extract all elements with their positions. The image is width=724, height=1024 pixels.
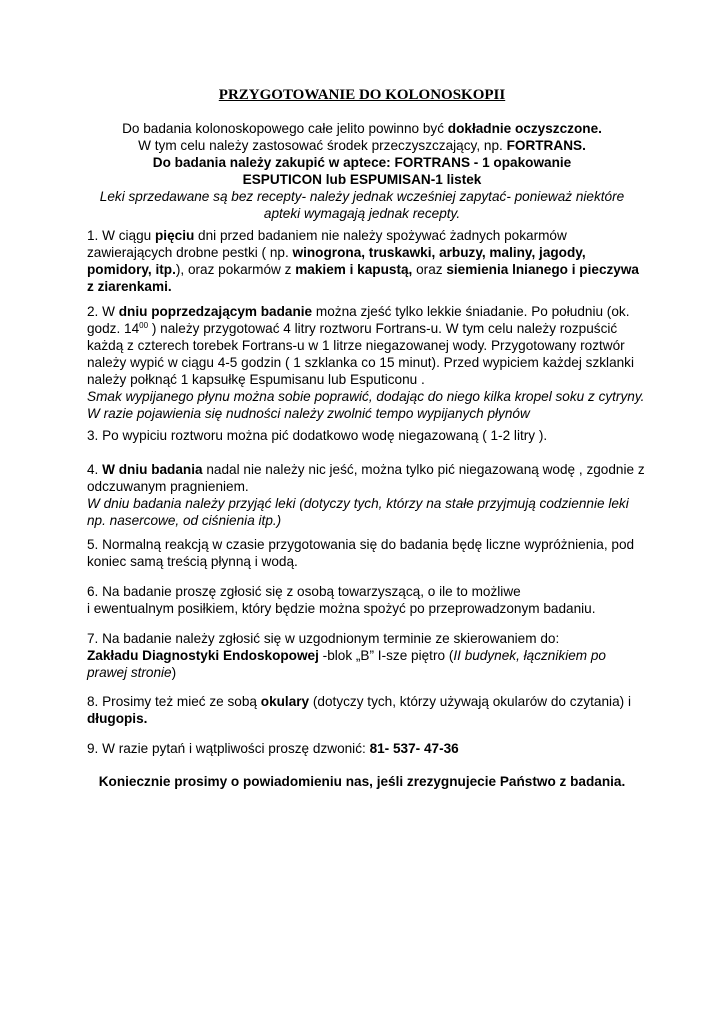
intro-line-6 [82,205,642,222]
paragraph-2 [87,303,647,422]
p8-text-c: (dotyczy tych, którzy używają okularów do czytania) i [309,694,631,709]
intro-line-6-italic: apteki wymagają jednak recepty. [263,206,461,221]
p1-bold-b: pięciu [155,228,195,243]
paragraph-8 [87,693,647,727]
p6-line-b: i ewentualnym posiłkiem, który będzie można spożyć po przeprowadzonym badaniu. [87,601,596,616]
p6-line-a: 6. Na badanie proszę zgłosić się z osobą towarzyszącą, o ile to możliwe [87,584,521,599]
p1-text-c: dni przed badaniem nie należy spożywać żadnych pokarmów zawierających drobne pestki ( np. [87,228,567,260]
paragraph-1 [87,227,647,295]
p1-bold-d: winogrona, truskawki, arbuzy, maliny, jagody, pomidory, itp. [87,245,586,277]
paragraph-6 [87,583,647,617]
page-title: PRZYGOTOWANIE DO KOLONOSKOPII [218,87,506,103]
p7-bold-b: Zakładu Diagnostyki Endoskopowej [87,648,319,663]
p2-bold-b: dniu poprzedzającym badanie [118,304,313,319]
p8-text-a: 8. Prosimy też mieć ze sobą [87,694,261,709]
intro-line-5-italic: Leki sprzedawane są bez recepty- należy jednak wcześniej zapytać- ponieważ niektóre [99,189,625,204]
p7-italic-d: II budynek, łącznikiem po prawej stronie [87,648,606,680]
paragraph-9 [87,740,647,757]
paragraph-7 [87,630,647,681]
p4-text-c: nadal nie należy nic jeść, można tylko pić niegazowaną wodę , zgodnie z odczuwanym pragnieniem. [87,462,645,494]
intro-line-2-text: W tym celu należy zastosować środek przeczyszczający, np. [138,138,507,153]
p4-bold-b: W dniu badania [102,462,203,477]
p7-text-e: ) [171,665,177,680]
intro-block [82,120,642,222]
intro-line-1-text: Do badania kolonoskopowego całe jelito powinno być [122,121,448,136]
intro-line-1-bold: dokładnie oczyszczone. [447,121,602,136]
p8-bold-d: długopis. [87,711,148,726]
p2-text-c: można zjeść tylko lekkie śniadanie. Po południu (ok. godz. 14 [87,304,630,336]
intro-line-4-bold: ESPUTICON lub ESPUMISAN-1 listek [242,172,482,187]
intro-line-5 [82,188,642,205]
p1-text-a: 1. W ciągu [87,228,155,243]
paragraph-5: 5. Normalną reakcją w czasie przygotowania się do badania będę liczne wypróżnienia, pod koniec samą treścią płynną i wodą. [87,537,635,569]
intro-line-3 [82,154,642,171]
intro-line-2-bold: FORTRANS. [506,138,586,153]
p2-italic-e: Smak wypijanego płynu można sobie poprawić, dodając do niego kilka kropel soku z cytryny. W razie pojawienia się nudności należy zwolnić tempo wypijanych płynów [87,389,645,421]
p4-text-a: 4. [87,462,103,477]
p4-italic-d: W dniu badania należy przyjąć leki (dotyczy tych, którzy na stałe przyjmują codziennie leki np. nasercowe, od ciśnienia itp.) [87,496,629,528]
p2-text-d: ) należy przygotować 4 litry roztworu Fortrans-u. W tym celu należy rozpuścić każdą z czterech torebek Fortrans-u w 1 litrze niegazowanej wody. Przygotowany roztwór należy wypić w ciągu 4-5 godzin ( 1 szklanka co 15 minut). Przed wypiciem każdej szklanki należy połknąć 1 kapsułkę Espumisanu lub Esputiconu . [87,321,635,387]
p2-superscript: 00 [139,321,149,330]
p9-text-a: 9. W razie pytań i wątpliwości proszę dzwonić: [87,741,370,756]
closing-note: Koniecznie prosimy o powiadomieniu nas, jeśli zrezygnujecie Państwo z badania. [98,774,626,789]
p2-text-a: 2. W [87,304,119,319]
p7-line-a: 7. Na badanie należy zgłosić się w uzgodnionym terminie ze skierowaniem do: [87,631,560,646]
p1-text-e: ), oraz pokarmów z [175,262,296,277]
intro-line-1 [82,120,642,137]
p7-text-c: -blok „B” I-sze piętro ( [318,648,454,663]
intro-line-4 [82,171,642,188]
paragraph-4 [87,461,647,529]
phone-number: 81- 537- 47-36 [369,741,459,756]
p1-bold-f: makiem i kapustą, [295,262,413,277]
intro-line-2 [82,137,642,154]
p8-bold-b: okulary [260,694,310,709]
p1-bold-h: siemienia lnianego i pieczywa z ziarenkami. [87,262,639,294]
paragraph-3: 3. Po wypiciu roztworu można pić dodatkowo wodę niegazowaną ( 1-2 litry ). [87,428,548,443]
p1-text-g: oraz [412,262,447,277]
intro-line-3-bold: Do badania należy zakupić w aptece: FORTRANS - 1 opakowanie [152,155,572,170]
